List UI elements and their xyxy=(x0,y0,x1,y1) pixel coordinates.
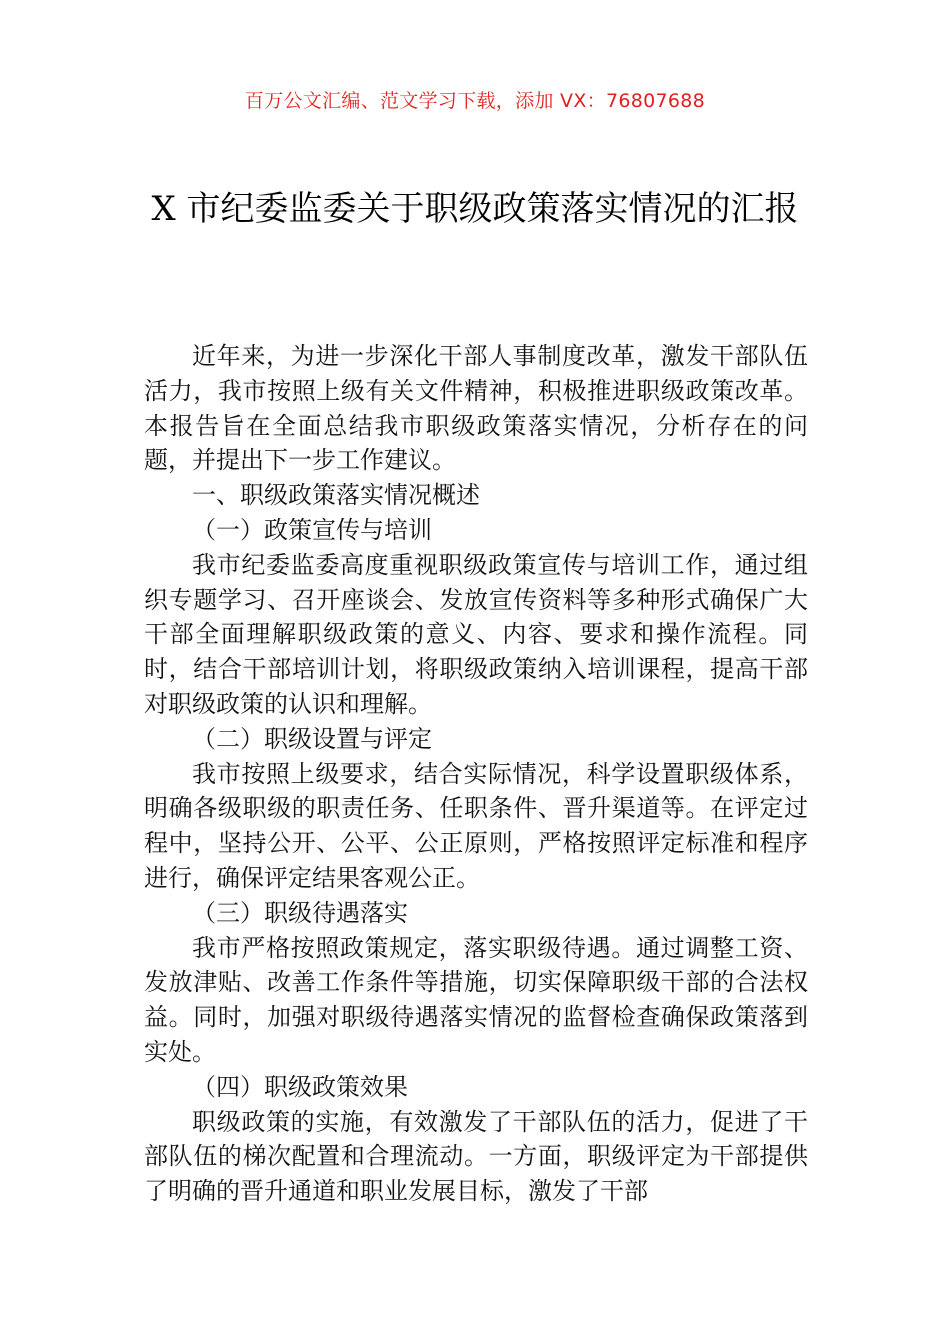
paragraph-intro: 近年来，为进一步深化干部人事制度改革，激发干部队伍活力，我市按照上级有关文件精神，积极推进职级政策改革。本报告旨在全面总结我市职级政策落实情况，分析存在的问题，并提出下一步工作建议。 xyxy=(144,342,808,475)
subsection-heading-3: （三）职级待遇落实 xyxy=(192,898,408,927)
subsection-heading-1: （一）政策宣传与培训 xyxy=(192,515,432,544)
paragraph-setting-evaluation: 我市按照上级要求，结合实际情况，科学设置职级体系，明确各级职级的职责任务、任职条件、晋升渠道等。在评定过程中，坚持公开、公平、公正原则，严格按照评定标准和程序进行，确保评定结果客观公正。 xyxy=(144,759,808,892)
document-body xyxy=(144,339,808,1209)
paragraph-publicity-training: 我市纪委监委高度重视职级政策宣传与培训工作，通过组织专题学习、召开座谈会、发放宣传资料等多种形式确保广大干部全面理解职级政策的意义、内容、要求和操作流程。同时，结合干部培训计划，将职级政策纳入培训课程，提高干部对职级政策的认识和理解。 xyxy=(144,550,808,718)
header-note: 百万公文汇编、范文学习下载，添加 VX：76807688 xyxy=(244,90,706,112)
document-title: X 市纪委监委关于职级政策落实情况的汇报 xyxy=(151,189,799,229)
paragraph-treatment: 我市严格按照政策规定，落实职级待遇。通过调整工资、发放津贴、改善工作条件等措施，切实保障职级干部的合法权益。同时，加强对职级待遇落实情况的监督检查确保政策落到实处。 xyxy=(144,933,808,1066)
paragraph-effect: 职级政策的实施，有效激发了干部队伍的活力，促进了干部队伍的梯次配置和合理流动。一方面，职级评定为干部提供了明确的晋升通道和职业发展目标，激发了干部 xyxy=(144,1107,808,1206)
section-heading-1: 一、职级政策落实情况概述 xyxy=(192,481,480,510)
subsection-heading-2: （二）职级设置与评定 xyxy=(192,724,432,753)
subsection-heading-4: （四）职级政策效果 xyxy=(192,1072,408,1101)
